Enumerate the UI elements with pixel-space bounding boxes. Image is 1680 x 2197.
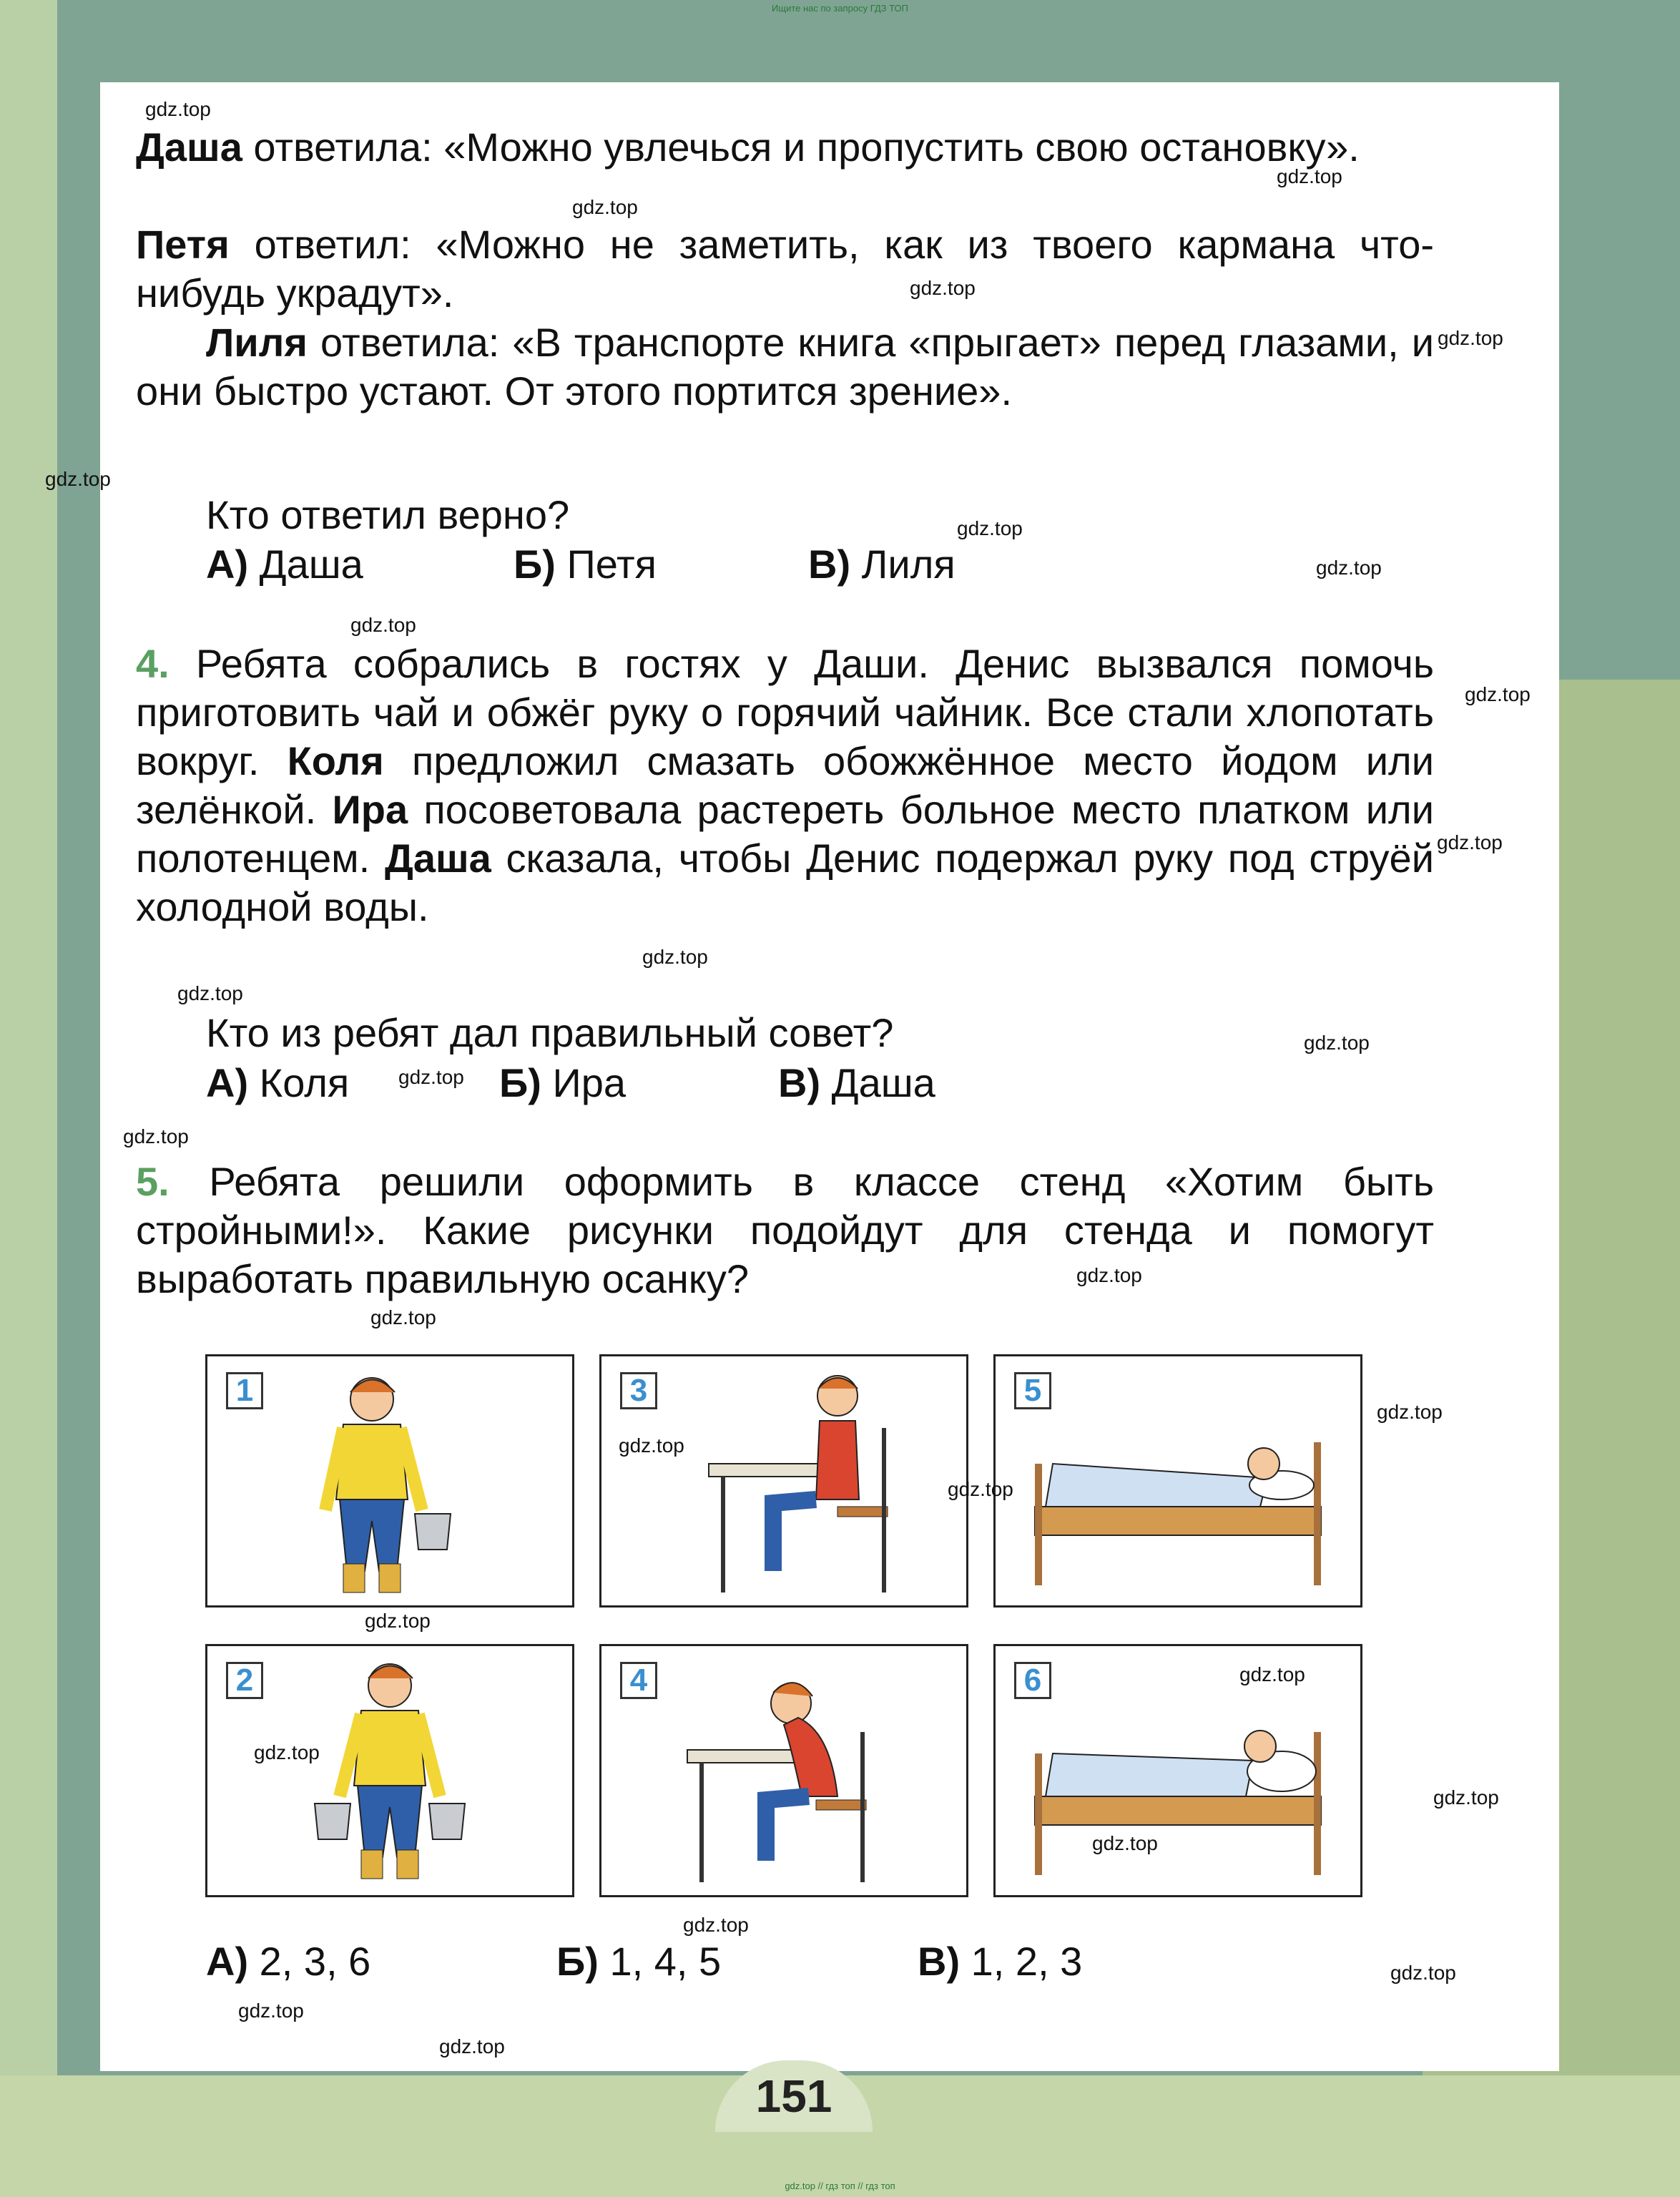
watermark: gdz.top: [1316, 557, 1382, 579]
q4-option-b[interactable]: Б) Ира: [499, 1060, 627, 1105]
watermark: gdz.top: [1239, 1663, 1305, 1685]
q4-question: Кто из ребят дал правильный совет?: [206, 1010, 894, 1055]
watermark: gdz.top: [1076, 1264, 1142, 1286]
answer-lilya: [136, 318, 1434, 416]
picture-number: 4: [620, 1662, 657, 1699]
picture-4-boy-slouching[interactable]: [599, 1644, 968, 1897]
watermark: gdz.top: [350, 614, 416, 636]
answer-dasha-text: ответила: «Можно увлечься и пропустить свою остановку».: [242, 124, 1360, 170]
footer-note: gdz.top // гдз топ // гдз топ: [785, 2181, 895, 2191]
name-ira: Ира: [332, 787, 408, 832]
watermark: gdz.top: [1377, 1401, 1443, 1423]
watermark: gdz.top: [1277, 165, 1342, 187]
question-4-text: 4. Ребята собрались в гостях у Даши. Денис вызвался помочь приготовить чай и обжёг руку о горячий чайник. Все стали хлопотать вокруг. Коля предложил смазать обожжённое место йодом или зелёнкой. Ира посоветовала растереть больное место платком или полотенцем. Даша сказала, чтобы Денис подержал руку под струёй холодной воды.: [136, 641, 1434, 929]
name-kolya: Коля: [287, 738, 384, 783]
q3-option-c[interactable]: В) Лиля: [808, 542, 956, 587]
watermark: gdz.top: [1304, 1032, 1370, 1054]
watermark: gdz.top: [254, 1741, 320, 1763]
watermark: gdz.top: [365, 1610, 431, 1632]
picture-3-boy-sitting-straight[interactable]: [599, 1354, 968, 1608]
q4-option-c[interactable]: В) Даша: [778, 1060, 935, 1105]
picture-number: 3: [620, 1372, 657, 1409]
watermark: gdz.top: [45, 468, 111, 490]
q4-option-a[interactable]: А) Коля: [206, 1060, 350, 1105]
watermark: gdz.top: [177, 982, 243, 1004]
boy-two-buckets-illustration: [207, 1646, 572, 1895]
watermark: gdz.top: [145, 98, 211, 120]
q5-option-c[interactable]: В) 1, 2, 3: [918, 1939, 1083, 1984]
name-petya: Петя: [136, 222, 230, 267]
watermark: gdz.top: [238, 2000, 304, 2022]
name-dasha: Даша: [136, 124, 242, 170]
picture-5-boy-in-bed[interactable]: [993, 1354, 1362, 1608]
picture-6-boy-in-bed-high-pillow[interactable]: [993, 1644, 1362, 1897]
watermark: gdz.top: [439, 2035, 505, 2057]
watermark: gdz.top: [1092, 1832, 1158, 1854]
picture-1-boy-one-bucket[interactable]: [205, 1354, 574, 1608]
q5-option-a[interactable]: А) 2, 3, 6: [206, 1939, 371, 1984]
boy-sitting-straight-illustration: [601, 1356, 966, 1605]
q3-option-b[interactable]: Б) Петя: [514, 542, 657, 587]
answer-petya: [136, 220, 1434, 318]
watermark: gdz.top: [910, 277, 976, 299]
header-note: Ищите нас по запросу ГДЗ ТОП: [772, 3, 908, 14]
answer-petya-text: ответил: «Можно не заметить, как из твоего кармана что-нибудь украдут».: [136, 222, 1434, 315]
question-5-text: 5. Ребята решили оформить в классе стенд «Хотим быть стройными!». Какие рисунки подойдут для стенда и помогут выработать правильную осанку?: [136, 1159, 1434, 1301]
watermark: gdz.top: [1438, 327, 1503, 349]
background-left-strip: [0, 0, 57, 2197]
watermark: gdz.top: [642, 946, 708, 968]
watermark: gdz.top: [957, 517, 1023, 539]
watermark: gdz.top: [370, 1306, 436, 1329]
watermark: gdz.top: [1433, 1786, 1499, 1809]
picture-number: 6: [1014, 1662, 1051, 1699]
answer-dasha: [136, 123, 1434, 172]
watermark: gdz.top: [1437, 831, 1503, 853]
picture-number: 2: [226, 1662, 263, 1699]
watermark: gdz.top: [123, 1125, 189, 1148]
boy-in-bed-high-pillow-illustration: [996, 1646, 1360, 1895]
boy-slouching-illustration: [601, 1646, 966, 1895]
picture-number: 5: [1014, 1372, 1051, 1409]
watermark: gdz.top: [619, 1434, 684, 1457]
watermark: gdz.top: [1390, 1962, 1456, 1984]
question-4-number: 4.: [136, 641, 170, 686]
q5-option-b[interactable]: Б) 1, 4, 5: [556, 1939, 722, 1984]
name-lilya: Лиля: [206, 320, 308, 365]
boy-one-bucket-illustration: [207, 1356, 572, 1605]
watermark: gdz.top: [683, 1914, 749, 1936]
page-number: 151: [715, 2060, 873, 2132]
picture-2-boy-two-buckets[interactable]: [205, 1644, 574, 1897]
answer-lilya-text: ответила: «В транспорте книга «прыгает» перед глазами, и они быстро устают. От этого портится зрение».: [136, 320, 1434, 414]
name-dasha-q4: Даша: [384, 836, 491, 881]
q3-option-a[interactable]: А) Даша: [206, 542, 363, 587]
watermark: gdz.top: [948, 1478, 1013, 1500]
watermark: gdz.top: [572, 196, 638, 218]
watermark: gdz.top: [398, 1066, 464, 1088]
watermark: gdz.top: [1465, 683, 1531, 705]
q3-question: Кто ответил верно?: [206, 492, 570, 537]
question-5-number: 5.: [136, 1159, 170, 1204]
picture-number: 1: [226, 1372, 263, 1409]
boy-in-bed-illustration: [996, 1356, 1360, 1605]
